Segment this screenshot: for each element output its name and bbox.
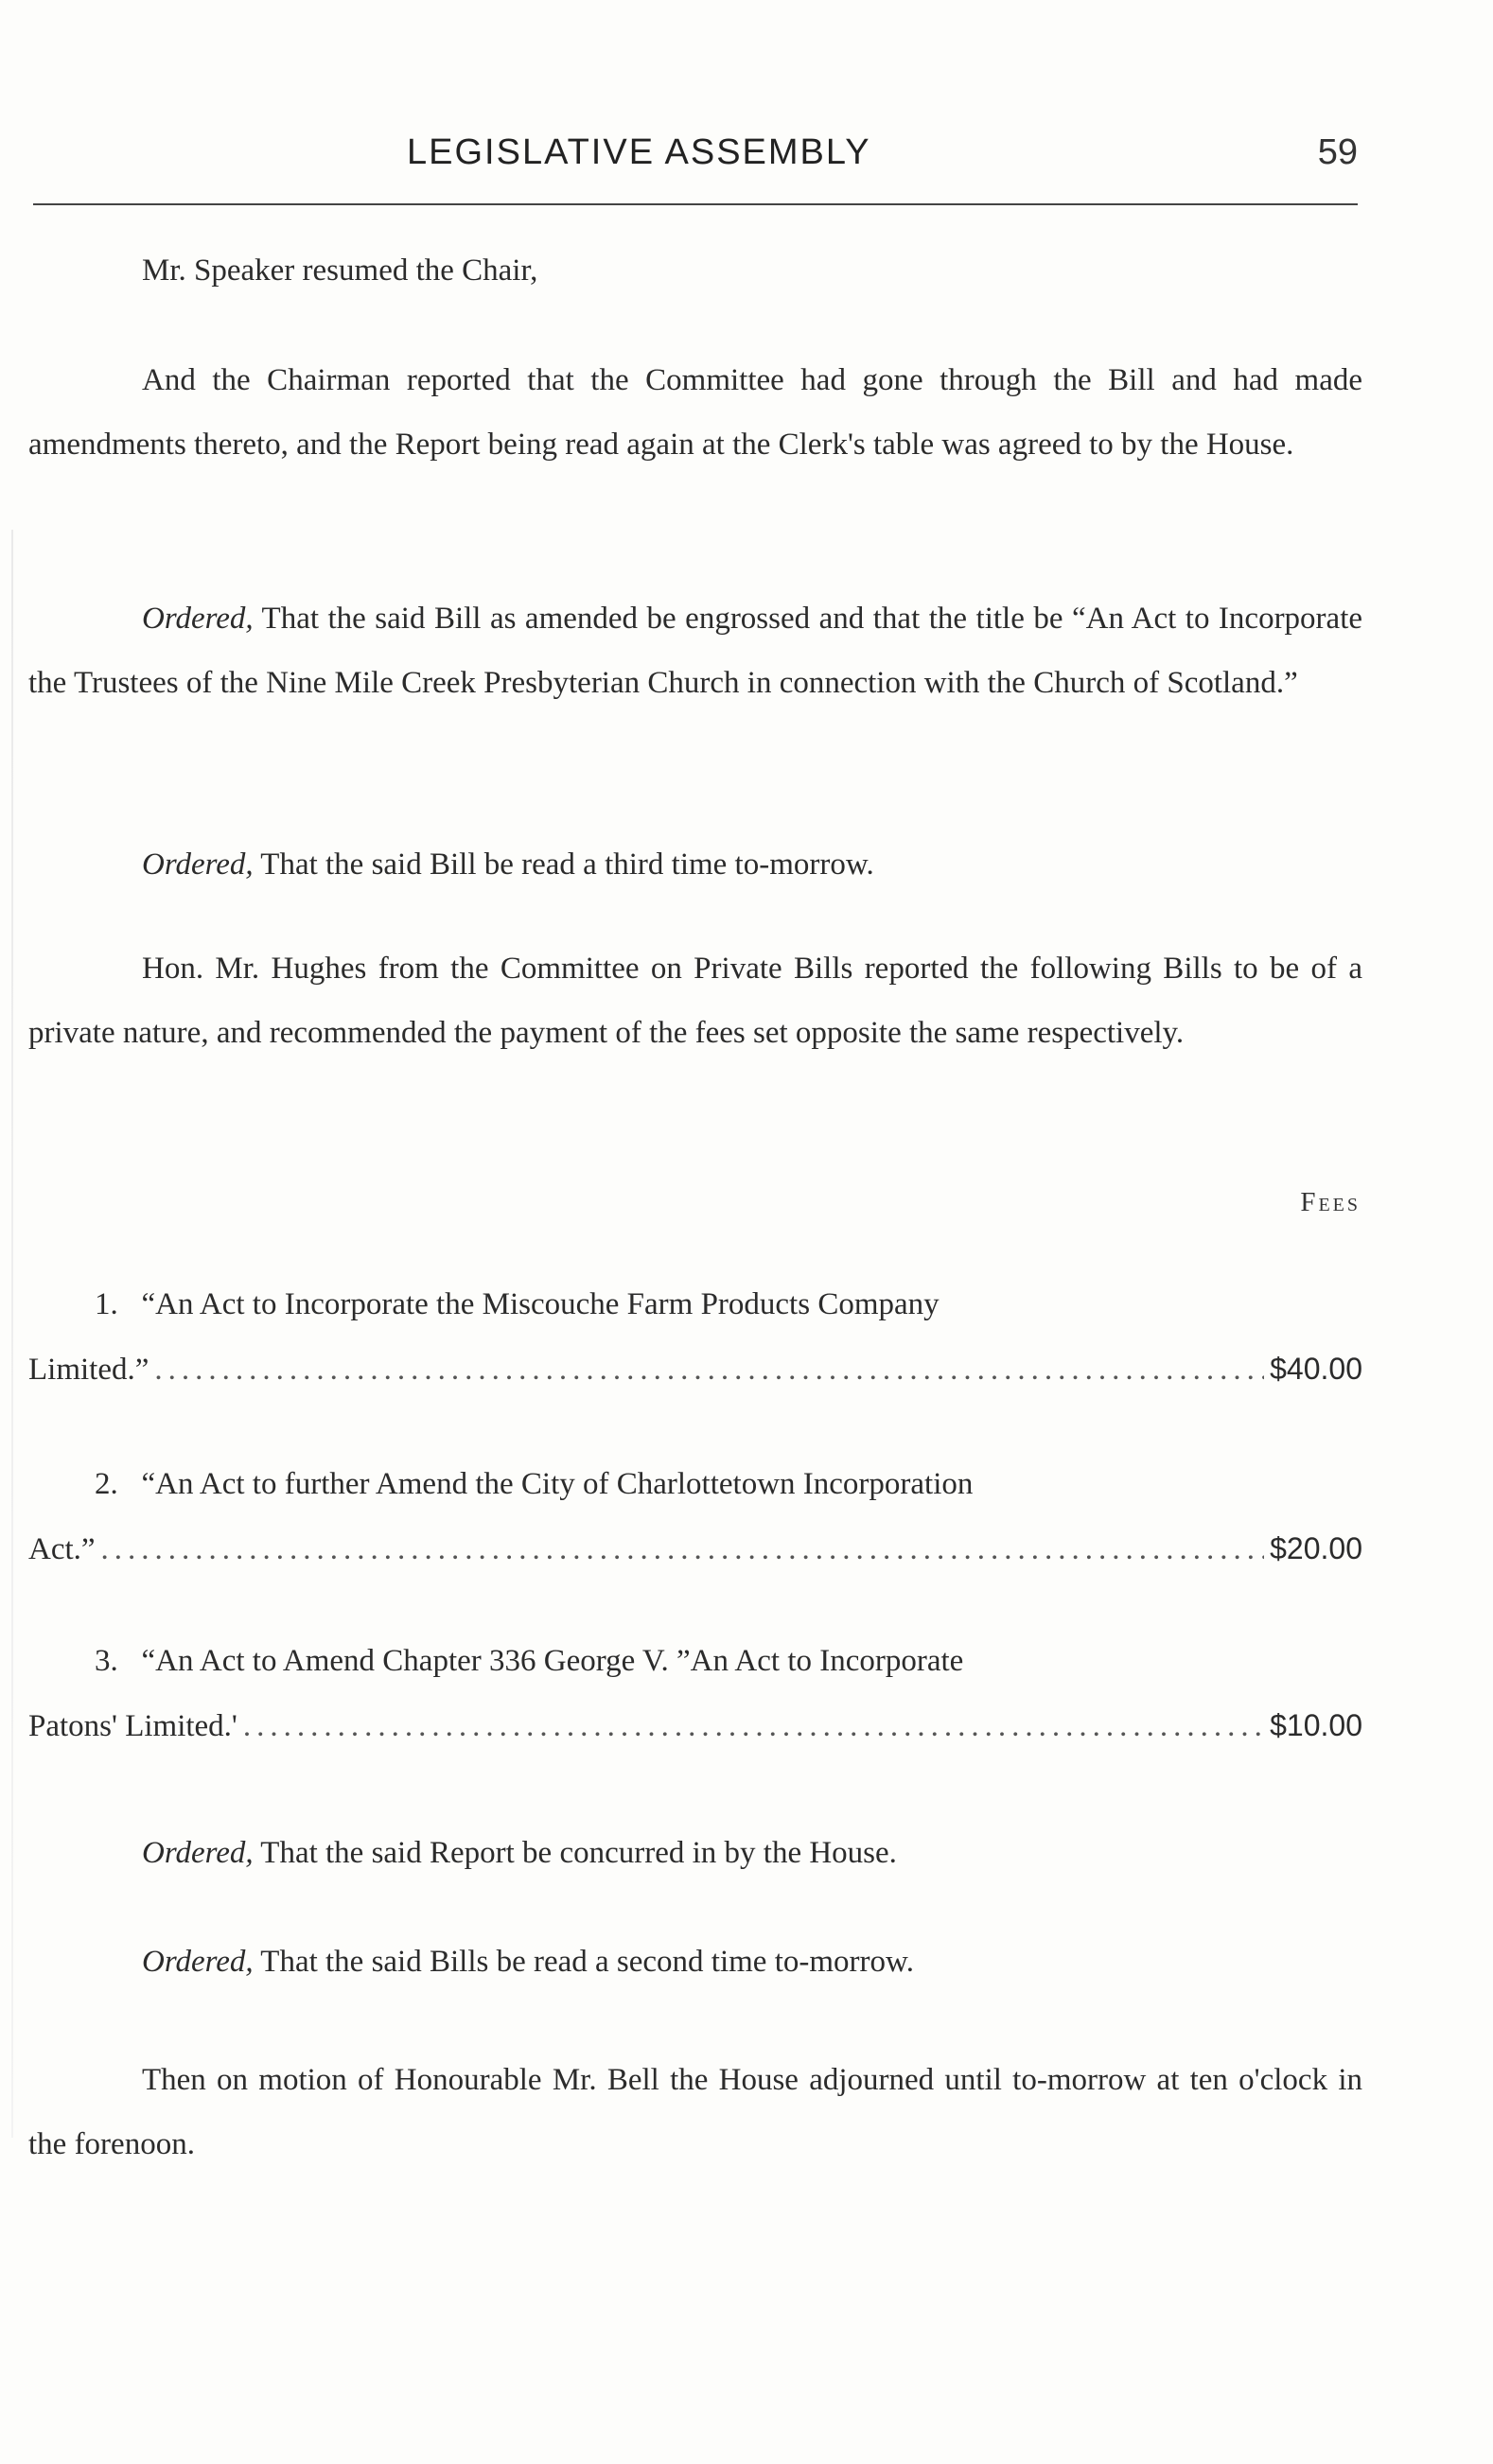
- ordered-lead: Ordered,: [142, 602, 254, 636]
- item-text: “An Act to Incorporate the Miscouche Farm Products Company: [141, 1287, 940, 1321]
- paragraph-text: That the said Bill be read a third time to-morrow.: [260, 848, 874, 882]
- running-title: LEGISLATIVE ASSEMBLY: [407, 132, 871, 172]
- paragraph-speaker: [28, 238, 1362, 303]
- paragraph-ordered-second-reading: [28, 1930, 1362, 1994]
- paragraph-adjournment: [28, 2048, 1362, 2176]
- item-amount: $20.00: [1270, 1531, 1362, 1565]
- ordered-lead: Ordered,: [142, 1836, 254, 1870]
- dot-leader: [154, 1337, 1264, 1402]
- page-number: 59: [1317, 132, 1358, 172]
- paragraph-text: Mr. Speaker resumed the Chair,: [142, 253, 538, 288]
- item-continuation: Limited.”: [28, 1353, 149, 1387]
- margin-shadow: [11, 530, 13, 2138]
- fee-item-1: [28, 1272, 1362, 1402]
- header-rule: [33, 203, 1358, 205]
- paragraph-text: That the said Bills be read a second time to-morrow.: [260, 1945, 914, 1979]
- paragraph-text: Then on motion of Honourable Mr. Bell the House adjourned until to-morrow at ten o'clock in the forenoon.: [28, 2063, 1362, 2161]
- page-header: [33, 123, 1358, 180]
- paragraph-private-bills: [28, 936, 1362, 1065]
- dot-leader: [243, 1694, 1264, 1758]
- item-continuation: Act.”: [28, 1532, 96, 1566]
- paragraph-ordered-third-reading: [28, 832, 1362, 897]
- dot-leader: [101, 1517, 1265, 1582]
- ordered-lead: Ordered,: [142, 848, 254, 882]
- ordered-lead: Ordered,: [142, 1945, 254, 1979]
- paragraph-chairman-report: [28, 348, 1362, 477]
- item-text: “An Act to further Amend the City of Charlottetown Incorporation: [141, 1467, 974, 1501]
- item-amount: $10.00: [1270, 1708, 1362, 1742]
- paragraph-text: And the Chairman reported that the Committee had gone through the Bill and had made amendments thereto, and the Report being read again at the Clerk's table was agreed to by the House.: [28, 363, 1362, 462]
- paragraph-ordered-concurred: [28, 1821, 1362, 1885]
- item-number: 3.: [95, 1644, 118, 1678]
- paragraph-text: That the said Report be concurred in by the House.: [260, 1836, 897, 1870]
- item-number: 2.: [95, 1467, 118, 1501]
- paragraph-ordered-engrossed: [28, 586, 1362, 715]
- paragraph-text: That the said Bill as amended be engrossed and that the title be “An Act to Incorporate the Trustees of the Nine Mile Creek Presbyterian Church in connection with the Church of Scotland.”: [28, 602, 1363, 700]
- fees-column-label: Fees: [1300, 1187, 1361, 1217]
- fee-item-3: [28, 1629, 1362, 1758]
- paragraph-text: Hon. Mr. Hughes from the Committee on Private Bills reported the following Bills to be of a private nature, and recommended the payment of the fees set opposite the same respectively.: [28, 952, 1362, 1050]
- item-number: 1.: [95, 1287, 118, 1321]
- item-text: “An Act to Amend Chapter 336 George V. ”An Act to Incorporate: [141, 1644, 964, 1678]
- item-amount: $40.00: [1270, 1352, 1362, 1386]
- fee-item-2: [28, 1452, 1362, 1582]
- item-continuation: Patons' Limited.': [28, 1709, 237, 1743]
